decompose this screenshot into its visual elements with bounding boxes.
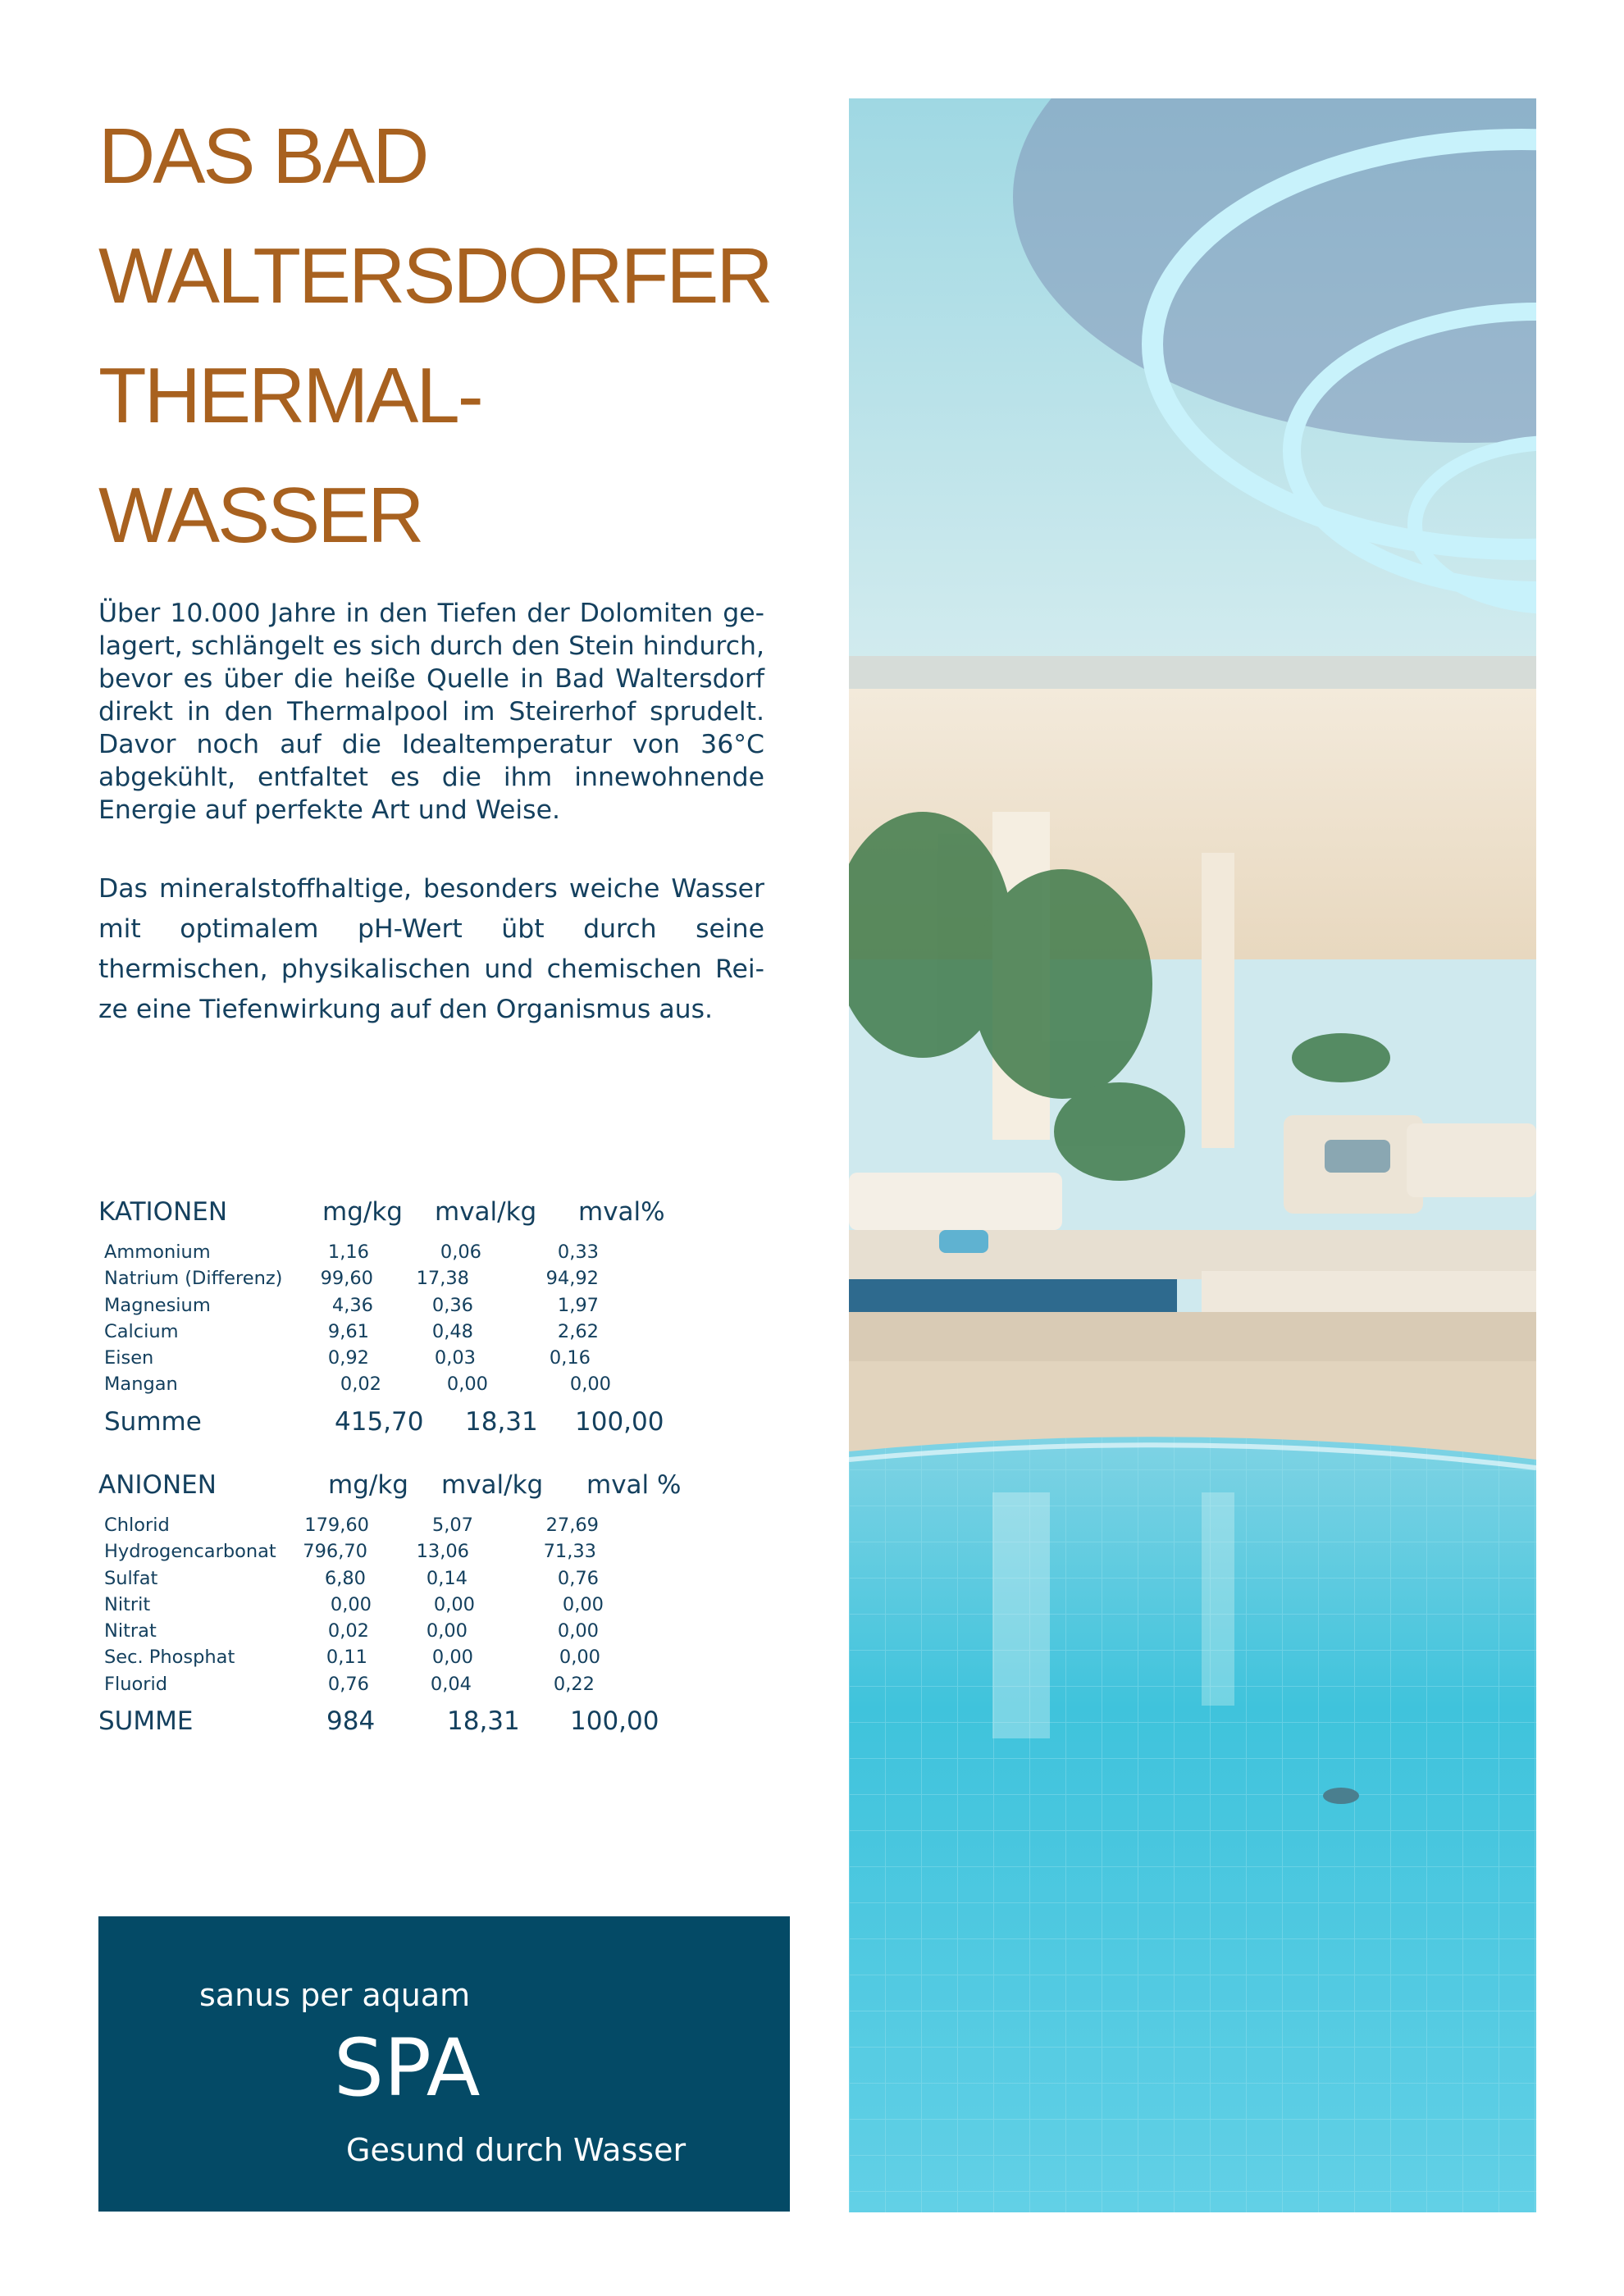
spa-tagline: sanus per aquam: [199, 1977, 471, 2013]
intro-paragraph-1: Über 10.000 Jahre in den Tiefen der Dolomiten ge-lagert, schlängelt es sich durch den Stein hindurch, bevor es über die heiße Quelle in Bad Waltersdorf direkt in den Thermalpool im Steirerhof sprudelt. Davor noch auf die Idealtemperatur von 36°C abgekühlt, entfaltet es die ihm innewohnende Energie auf perfekte Art und Weise.: [98, 599, 764, 825]
spa-subtitle: Gesund durch Wasser: [346, 2132, 687, 2168]
intro-paragraph-2: Das mineralstoffhaltige, besonders weiche Wasser mit optimalem pH-Wert übt durch seine thermischen, physikalischen und chemischen Rei-ze eine Tiefenwirkung auf den Organismus aus.: [98, 874, 764, 1024]
title-line-4: WASSER: [98, 472, 422, 559]
col-mgkg: mg/kg: [322, 1197, 403, 1227]
intro-text: [98, 597, 764, 1030]
title-line-1: DAS BAD: [98, 112, 427, 200]
page-title: [98, 97, 820, 576]
pool-photo-illustration: [849, 98, 1536, 2212]
kationen-heading: KATIONEN: [98, 1197, 228, 1227]
col-mvalpct: mval%: [578, 1197, 665, 1227]
pool-photo: [849, 98, 1536, 2212]
title-line-2: WALTERSDORFER: [98, 232, 771, 320]
column: [1202, 853, 1234, 1148]
col-mvalpct: mval %: [586, 1470, 682, 1500]
col-mgkg: mg/kg: [328, 1470, 408, 1500]
col-mvalkg: mval/kg: [435, 1197, 537, 1227]
col-mvalkg: mval/kg: [441, 1470, 544, 1500]
anionen-heading: ANIONEN: [98, 1470, 217, 1500]
spa-title: SPA: [334, 2022, 481, 2114]
spa-box: [98, 1916, 790, 2212]
title-line-3: THERMAL-: [98, 352, 481, 440]
